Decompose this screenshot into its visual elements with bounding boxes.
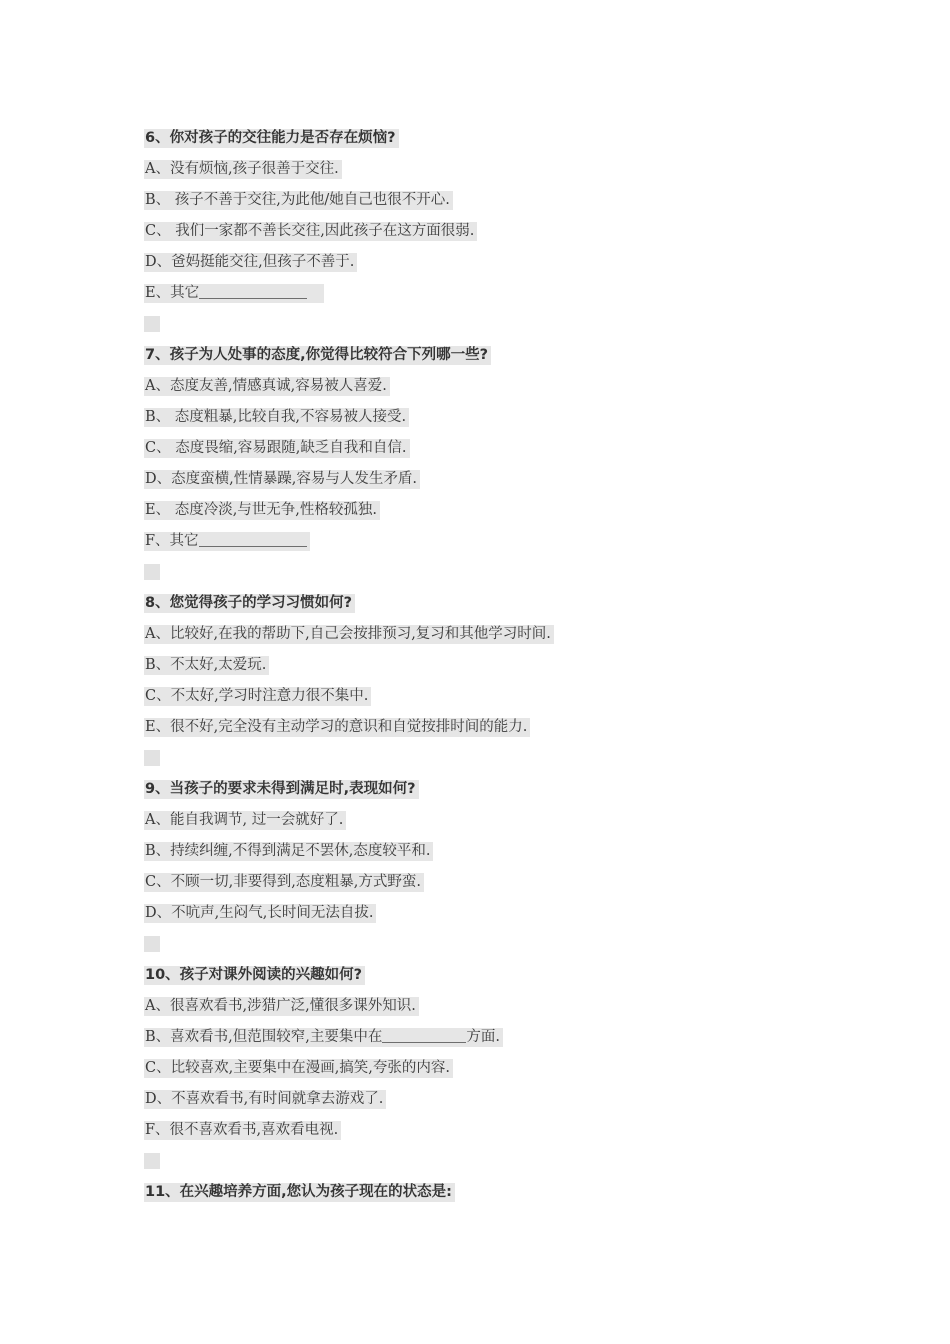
question-6-option-b: B、 孩子不善于交往,为此他/她自己也很不开心. [144,184,864,215]
option-other-label: F、其它 [145,532,199,549]
blank-square-marker [144,936,160,952]
question-8-option-b: B、不太好,太爱玩. [144,649,864,680]
question-9-option-b: B、持续纠缠,不得到满足不罢休,态度较平和. [144,835,864,866]
question-9-option-c: C、不顾一切,非要得到,态度粗暴,方式野蛮. [144,866,864,897]
question-6-option-d: D、爸妈挺能交往,但孩子不善于. [144,246,864,277]
spacer-row [144,742,864,773]
question-10-option-a: A、很喜欢看书,涉猎广泛,懂很多课外知识. [144,990,864,1021]
question-6-option-c: C、 我们一家都不善长交往,因此孩子在这方面很弱. [144,215,864,246]
fill-in-blank[interactable] [199,532,307,547]
spacer-row [144,1145,864,1176]
question-7-option-c: C、 态度畏缩,容易跟随,缺乏自我和自信. [144,432,864,463]
spacer-row [144,308,864,339]
question-10-option-c: C、比较喜欢,主要集中在漫画,搞笑,夸张的内容. [144,1052,864,1083]
question-10-option-d: D、不喜欢看书,有时间就拿去游戏了. [144,1083,864,1114]
question-7-option-a: A、态度友善,情感真诚,容易被人喜爱. [144,370,864,401]
question-6-option-a: A、没有烦恼,孩子很善于交往. [144,153,864,184]
question-7-option-e: E、 态度冷淡,与世无争,性格较孤独. [144,494,864,525]
blank-square-marker [144,750,160,766]
question-8-option-e: E、很不好,完全没有主动学习的意识和自觉按排时间的能力. [144,711,864,742]
question-7-option-d: D、态度蛮横,性情暴躁,容易与人发生矛盾. [144,463,864,494]
blank-square-marker [144,316,160,332]
question-7-option-f [144,525,864,556]
question-10-option-f: F、很不喜欢看书,喜欢看电视. [144,1114,864,1145]
question-6-title: 6、你对孩子的交往能力是否存在烦恼? [144,122,864,153]
option-other-label: E、其它 [145,284,200,301]
question-8-title: 8、您觉得孩子的学习习惯如何? [144,587,864,618]
fill-in-blank[interactable] [382,1028,466,1043]
question-8-option-a: A、比较好,在我的帮助下,自己会按排预习,复习和其他学习时间. [144,618,864,649]
question-9-title: 9、当孩子的要求未得到满足时,表现如何? [144,773,864,804]
question-9-option-a: A、能自我调节, 过一会就好了. [144,804,864,835]
spacer-row [144,556,864,587]
question-6-option-e [144,277,864,308]
question-11-title: 11、在兴趣培养方面,您认为孩子现在的状态是: [144,1176,864,1207]
questionnaire-page [144,122,864,1207]
question-7-option-b: B、 态度粗暴,比较自我,不容易被人接受. [144,401,864,432]
question-10-title: 10、孩子对课外阅读的兴趣如何? [144,959,864,990]
fill-in-blank[interactable] [199,284,307,299]
option-b-prefix: B、喜欢看书,但范围较窄,主要集中在 [145,1028,383,1045]
question-8-option-c: C、不太好,学习时注意力很不集中. [144,680,864,711]
option-b-suffix: 方面. [466,1028,500,1045]
question-10-option-b [144,1021,864,1052]
question-7-title: 7、孩子为人处事的态度,你觉得比较符合下列哪一些? [144,339,864,370]
blank-square-marker [144,564,160,580]
question-9-option-d: D、不吭声,生闷气,长时间无法自拔. [144,897,864,928]
blank-square-marker [144,1153,160,1169]
spacer-row [144,928,864,959]
